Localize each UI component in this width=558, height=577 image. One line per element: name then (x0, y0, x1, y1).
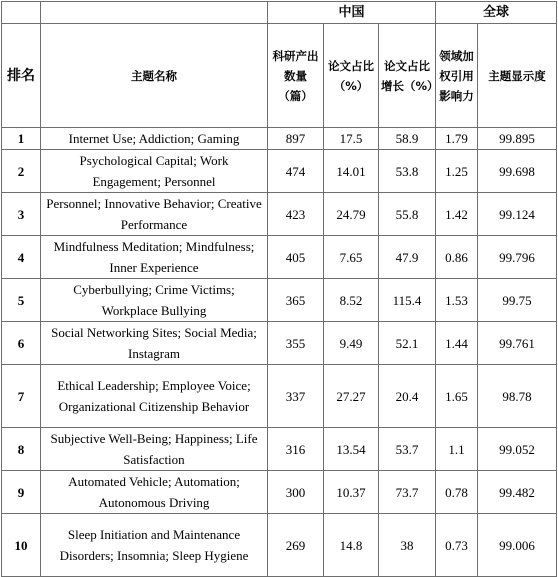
growth-cell: 73.7 (379, 471, 436, 514)
fwci-cell: 1.42 (436, 193, 478, 236)
output-cell: 897 (268, 128, 324, 150)
share-cell: 14.01 (324, 150, 379, 193)
table-row (2, 428, 557, 471)
share-cell: 27.27 (324, 365, 379, 428)
prominence-cell: 99.761 (478, 322, 557, 365)
topic-cell: Ethical Leadership; Employee Voice; Organizational Citizenship Behavior (41, 365, 268, 428)
prominence-cell: 99.698 (478, 150, 557, 193)
share-cell: 8.52 (324, 279, 379, 322)
growth-cell: 20.4 (379, 365, 436, 428)
column-header-row (2, 24, 557, 128)
group-global-header: 全球 (436, 2, 557, 24)
rank-cell: 6 (2, 322, 41, 365)
blank-header-cell (41, 2, 268, 24)
topic-cell: Personnel; Innovative Behavior; Creative Performance (41, 193, 268, 236)
fwci-column-header: 领域加权引用影响力 (436, 24, 478, 128)
fwci-cell: 1.53 (436, 279, 478, 322)
output-cell: 423 (268, 193, 324, 236)
prominence-cell: 99.895 (478, 128, 557, 150)
share-column-header: 论文占比（%） (324, 24, 379, 128)
output-column-header: 科研产出数量（篇） (268, 24, 324, 128)
prominence-cell: 99.052 (478, 428, 557, 471)
share-cell: 7.65 (324, 236, 379, 279)
output-cell: 365 (268, 279, 324, 322)
group-china-header: 中国 (268, 2, 436, 24)
group-header-row (2, 2, 557, 24)
rank-cell: 9 (2, 471, 41, 514)
output-cell: 355 (268, 322, 324, 365)
topic-cell: Psychological Capital; Work Engagement; Personnel (41, 150, 268, 193)
growth-cell: 53.7 (379, 428, 436, 471)
research-topics-table (1, 1, 557, 577)
rank-column-header: 排名 (2, 24, 41, 128)
growth-cell: 47.9 (379, 236, 436, 279)
table-row (2, 365, 557, 428)
output-cell: 316 (268, 428, 324, 471)
fwci-cell: 1.79 (436, 128, 478, 150)
table-row (2, 128, 557, 150)
prominence-cell: 99.006 (478, 514, 557, 577)
rank-cell: 7 (2, 365, 41, 428)
rank-cell: 8 (2, 428, 41, 471)
output-cell: 405 (268, 236, 324, 279)
fwci-cell: 0.78 (436, 471, 478, 514)
rank-cell: 5 (2, 279, 41, 322)
table-row (2, 471, 557, 514)
fwci-cell: 1.65 (436, 365, 478, 428)
topic-cell: Social Networking Sites; Social Media; Instagram (41, 322, 268, 365)
output-cell: 300 (268, 471, 324, 514)
share-cell: 13.54 (324, 428, 379, 471)
fwci-cell: 1.1 (436, 428, 478, 471)
topic-cell: Internet Use; Addiction; Gaming (41, 128, 268, 150)
topic-cell: Subjective Well-Being; Happiness; Life Satisfaction (41, 428, 268, 471)
table-row (2, 322, 557, 365)
share-cell: 17.5 (324, 128, 379, 150)
rank-cell: 10 (2, 514, 41, 577)
fwci-cell: 0.86 (436, 236, 478, 279)
growth-cell: 115.4 (379, 279, 436, 322)
growth-cell: 38 (379, 514, 436, 577)
table-row (2, 279, 557, 322)
growth-cell: 52.1 (379, 322, 436, 365)
share-cell: 10.37 (324, 471, 379, 514)
share-cell: 14.8 (324, 514, 379, 577)
table-row (2, 193, 557, 236)
prominence-cell: 99.75 (478, 279, 557, 322)
fwci-cell: 1.44 (436, 322, 478, 365)
fwci-cell: 0.73 (436, 514, 478, 577)
prominence-cell: 99.482 (478, 471, 557, 514)
growth-cell: 53.8 (379, 150, 436, 193)
fwci-cell: 1.25 (436, 150, 478, 193)
prominence-cell: 99.796 (478, 236, 557, 279)
prominence-cell: 99.124 (478, 193, 557, 236)
output-cell: 474 (268, 150, 324, 193)
growth-cell: 58.9 (379, 128, 436, 150)
topic-column-header: 主题名称 (41, 24, 268, 128)
table-row (2, 514, 557, 577)
share-cell: 9.49 (324, 322, 379, 365)
rank-cell: 2 (2, 150, 41, 193)
output-cell: 269 (268, 514, 324, 577)
share-cell: 24.79 (324, 193, 379, 236)
prominence-cell: 98.78 (478, 365, 557, 428)
topic-cell: Automated Vehicle; Automation; Autonomous Driving (41, 471, 268, 514)
table-row (2, 150, 557, 193)
blank-header-cell (2, 2, 41, 24)
topic-cell: Sleep Initiation and Maintenance Disorders; Insomnia; Sleep Hygiene (41, 514, 268, 577)
table-row (2, 236, 557, 279)
rank-cell: 4 (2, 236, 41, 279)
output-cell: 337 (268, 365, 324, 428)
growth-cell: 55.8 (379, 193, 436, 236)
topic-cell: Cyberbullying; Crime Victims; Workplace Bullying (41, 279, 268, 322)
rank-cell: 3 (2, 193, 41, 236)
growth-column-header: 论文占比增长（%） (379, 24, 436, 128)
prominence-column-header: 主题显示度 (478, 24, 557, 128)
topic-cell: Mindfulness Meditation; Mindfulness; Inner Experience (41, 236, 268, 279)
rank-cell: 1 (2, 128, 41, 150)
